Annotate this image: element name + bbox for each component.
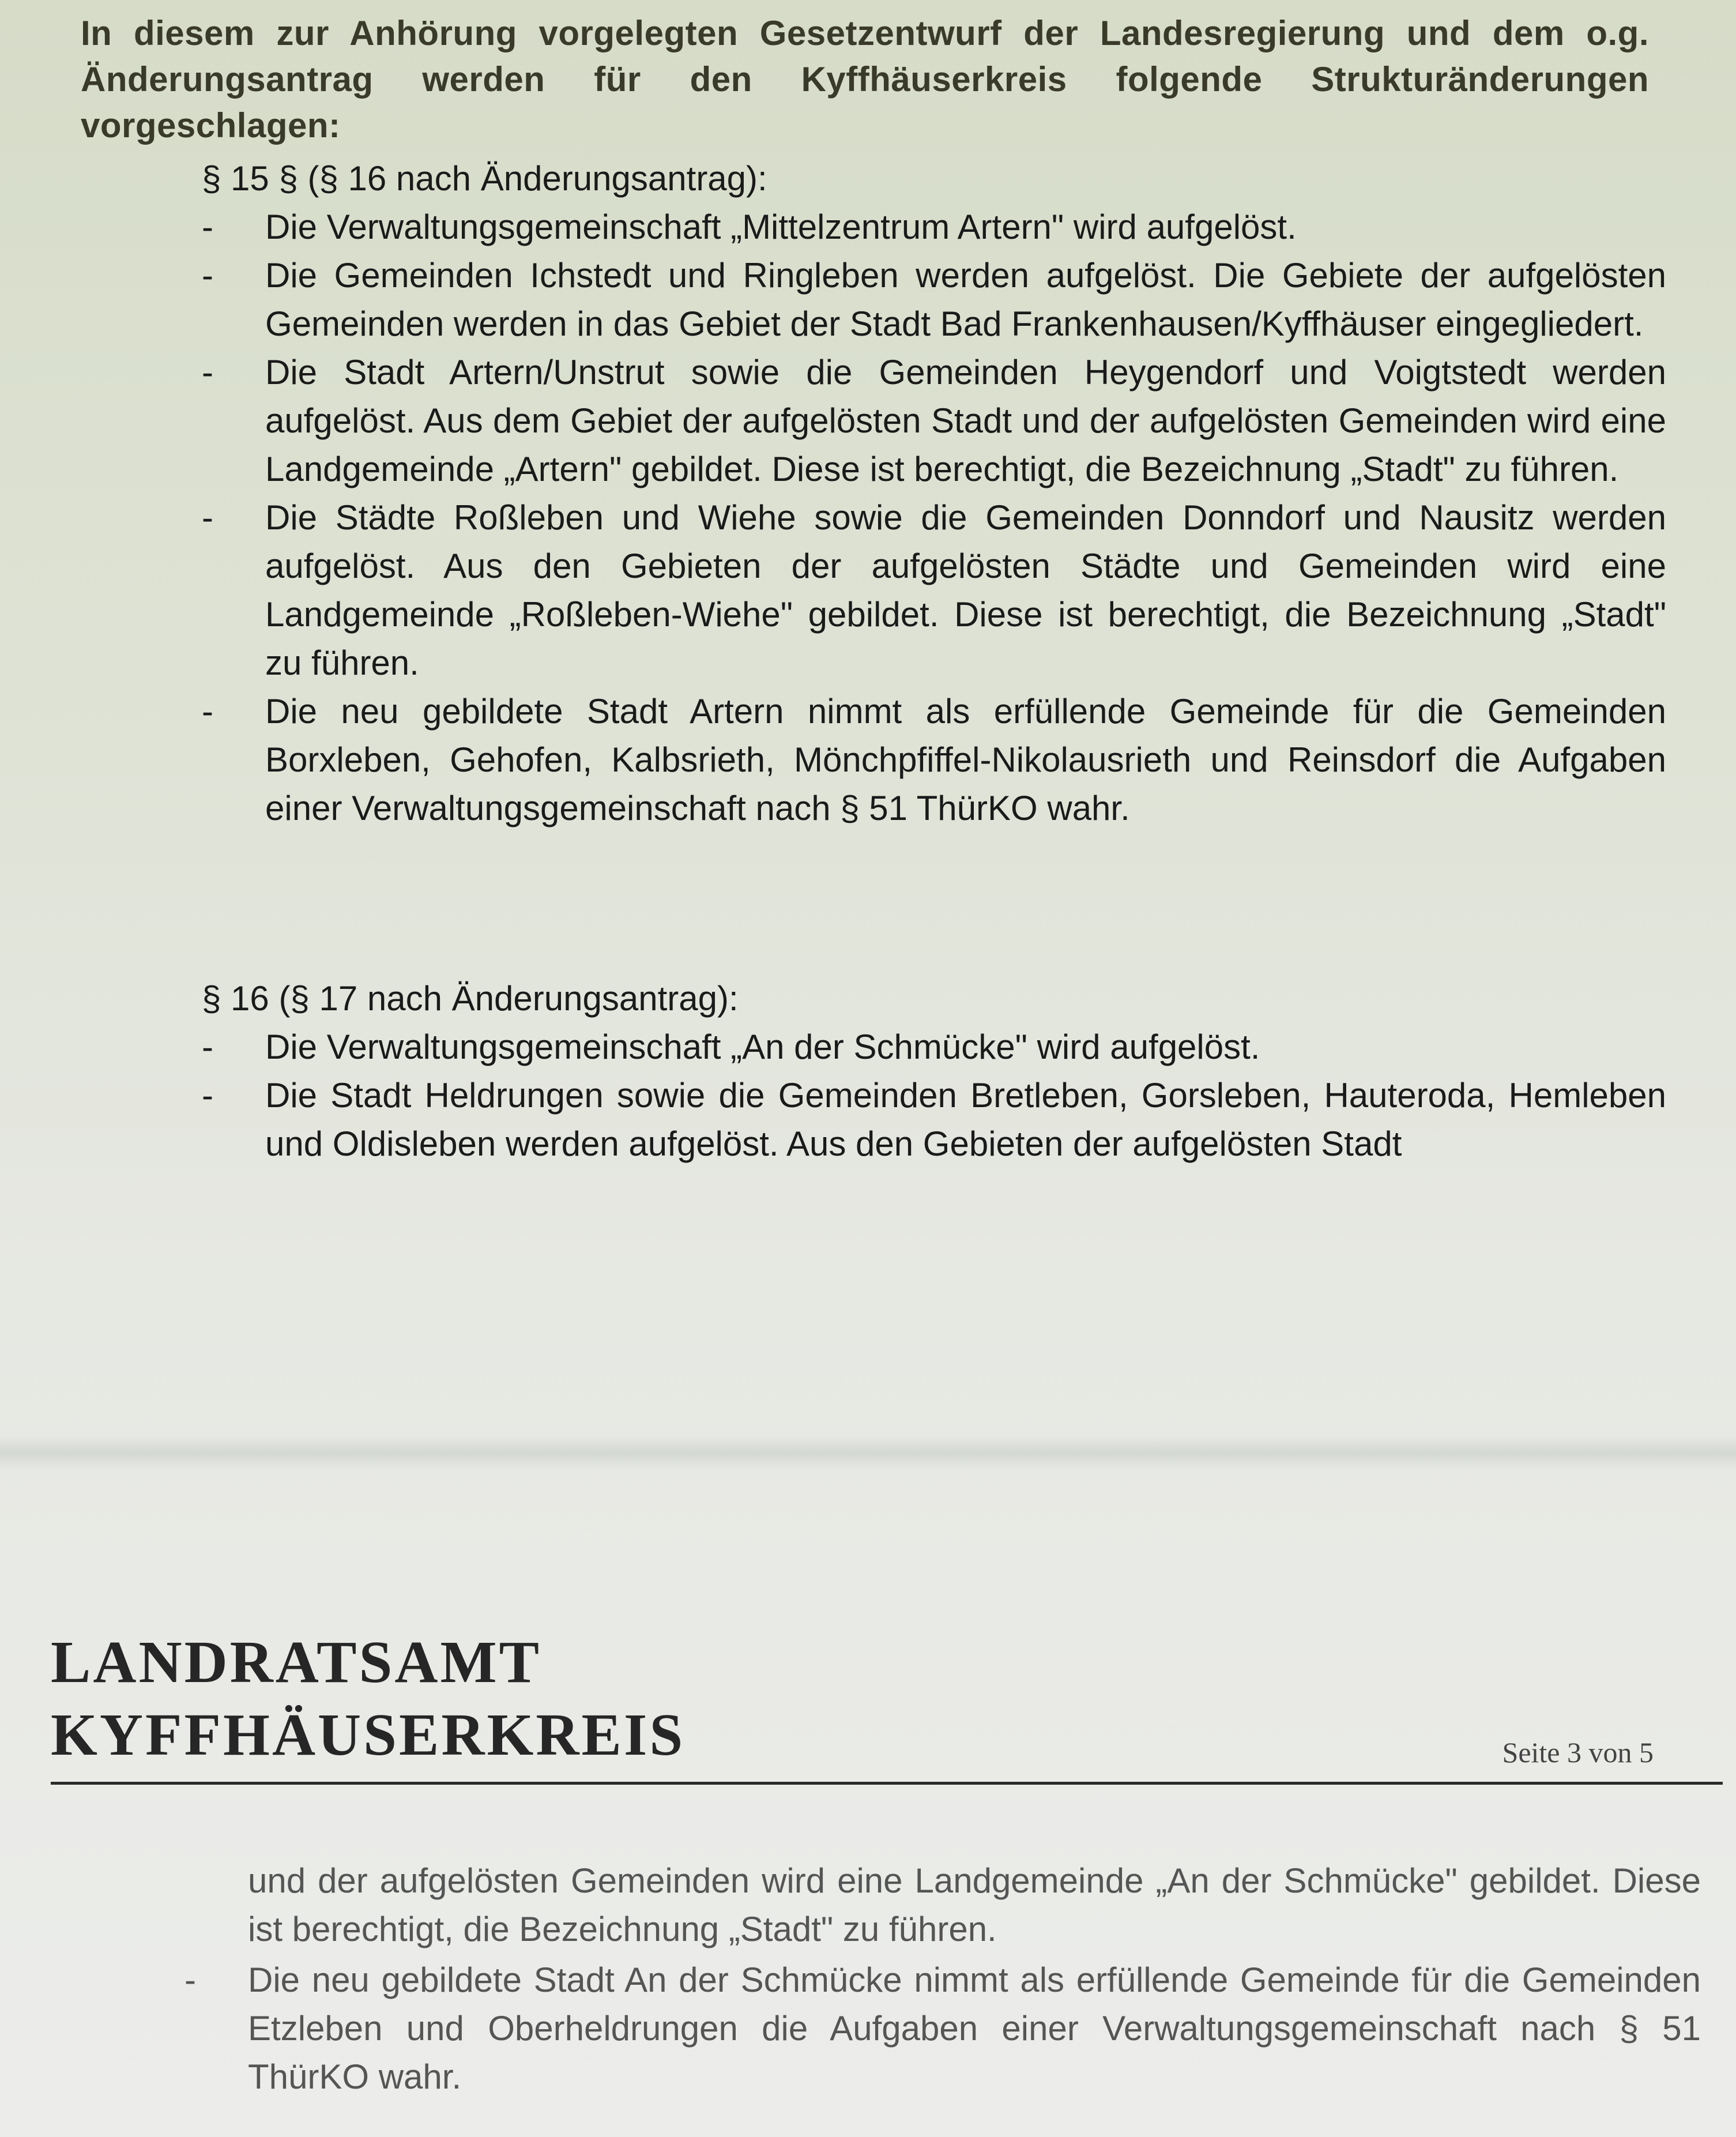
bullet-dash: -: [202, 208, 213, 246]
continuation-item: [184, 1956, 1701, 2101]
bullet-dash: -: [202, 498, 213, 537]
org-name-line-1: LANDRATSAMT: [51, 1629, 542, 1695]
section-16-item-text: Die Verwaltungsgemeinschaft „An der Schmücke" wird aufgelöst.: [265, 1028, 1260, 1066]
page-break-band: [0, 1436, 1736, 1470]
section-16-item-text: Die Stadt Heldrungen sowie die Gemeinden Bretleben, Gorsleben, Hauteroda, Hemleben und Oldisleben werden aufgelöst. Aus den Gebieten der aufgelösten Stadt: [265, 1076, 1666, 1163]
section-15-item: [190, 494, 1666, 687]
bullet-dash: -: [202, 256, 213, 295]
section-15-list: [190, 203, 1666, 833]
section-15-item: [190, 687, 1666, 833]
bullet-dash: -: [202, 692, 213, 731]
section-15-item-text: Die Städte Roßleben und Wiehe sowie die Gemeinden Donndorf und Nausitz werden aufgelöst. Aus den Gebieten der aufgelösten Städte und Gemeinden wird eine Landgemeinde „Roßleben-Wiehe" gebildet. Diese ist berechtigt, die Bezeichnung „Stadt" zu führen.: [265, 498, 1666, 682]
section-15-item-text: Die Stadt Artern/Unstrut sowie die Gemeinden Heygendorf und Voigtstedt werden aufgelöst. Aus dem Gebiet der aufgelösten Stadt und der aufgelösten Gemeinden wird eine Landgemeinde „Artern" gebildet. Diese ist berechtigt, die Bezeichnung „Stadt" zu führen.: [265, 353, 1666, 488]
section-16-item: [190, 1071, 1666, 1168]
bullet-dash: -: [202, 1028, 213, 1066]
bullet-dash: -: [202, 353, 213, 392]
section-15-item: [190, 348, 1666, 494]
section-16-list: [190, 1023, 1666, 1168]
bullet-dash: -: [184, 1961, 196, 1999]
section-15: [190, 155, 1666, 833]
continuation-paragraph: und der aufgelösten Gemeinden wird eine Landgemeinde „An der Schmücke" gebildet. Diese ist berechtigt, die Bezeichnung „Stadt" zu führen.: [248, 1861, 1701, 1948]
continuation-list: [184, 1956, 1701, 2101]
section-15-item-text: Die neu gebildete Stadt Artern nimmt als erfüllende Gemeinde für die Gemeinden Borxleben, Gehofen, Kalbsrieth, Mönchpfiffel-Nikolausrieth und Reinsdorf die Aufgaben einer Verwaltungsgemeinschaft nach § 51 ThürKO wahr.: [265, 692, 1666, 827]
section-15-item: [190, 251, 1666, 348]
continuation-block: [184, 1857, 1701, 2101]
page-number: Seite 3 von 5: [1502, 1736, 1654, 1769]
org-name-line-2: KYFFHÄUSERKREIS: [51, 1702, 686, 1768]
intro-paragraph: In diesem zur Anhörung vorgelegten Gesetzentwurf der Landesregierung und dem o.g. Änderungsantrag werden für den Kyffhäuserkreis folgende Strukturänderungen vorgeschlagen:: [81, 14, 1649, 145]
section-15-heading: § 15 § (§ 16 nach Änderungsantrag):: [202, 159, 767, 198]
section-16: [190, 975, 1666, 1168]
section-16-heading: § 16 (§ 17 nach Änderungsantrag):: [202, 979, 739, 1018]
section-15-item-text: Die Verwaltungsgemeinschaft „Mittelzentrum Artern" wird aufgelöst.: [265, 208, 1297, 246]
section-16-item: [190, 1023, 1666, 1071]
section-15-item: [190, 203, 1666, 251]
section-15-item-text: Die Gemeinden Ichstedt und Ringleben werden aufgelöst. Die Gebiete der aufgelösten Gemeinden werden in das Gebiet der Stadt Bad Frankenhausen/Kyffhäuser eingegliedert.: [265, 256, 1666, 343]
bullet-dash: -: [202, 1076, 213, 1115]
continuation-item-text: Die neu gebildete Stadt An der Schmücke nimmt als erfüllende Gemeinde für die Gemeinden Etzleben und Oberheldrungen die Aufgaben einer Verwaltungsgemeinschaft nach § 51 ThürKO wahr.: [248, 1961, 1701, 2096]
letterhead: [51, 1626, 1723, 1785]
